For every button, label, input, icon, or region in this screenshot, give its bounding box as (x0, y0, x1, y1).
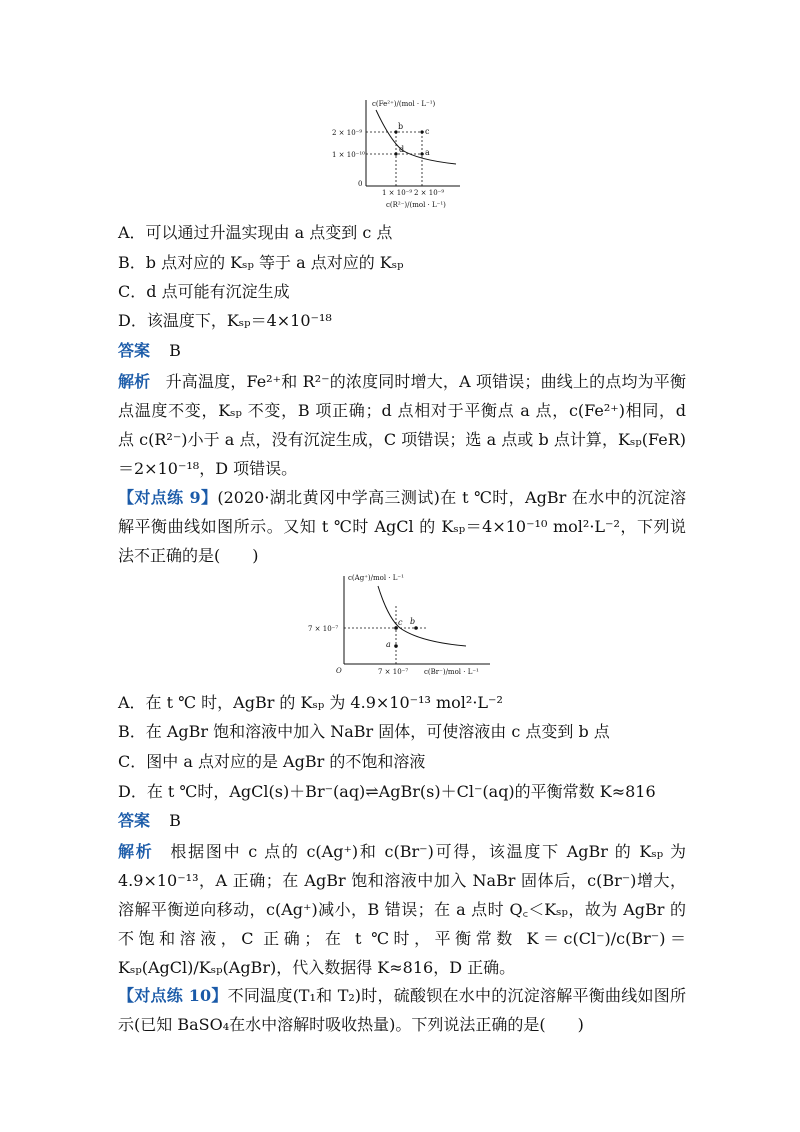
equilibrium-curve (376, 110, 456, 164)
point-b-label: b (410, 617, 416, 626)
q9-option-a: A．在 t ℃ 时，AgBr 的 Kₛₚ 为 4.9×10⁻¹³ mol²·L⁻² (118, 693, 503, 712)
point-a (394, 644, 398, 648)
point-c (420, 130, 423, 133)
q8-answer: B (169, 341, 181, 360)
q9-option-c: C．图中 a 点对应的是 AgBr 的不饱和溶液 (118, 752, 426, 771)
x-axis-label: c(Br⁻)/mol · L⁻¹ (424, 668, 479, 676)
point-c-label: c (425, 127, 430, 136)
x-tick-1: 1 × 10⁻⁹ (382, 189, 413, 197)
point-c-label: c (398, 618, 403, 627)
q10-stem (118, 981, 686, 1039)
q10-title: 【对点练 10】 (118, 986, 228, 1005)
point-b (414, 626, 418, 630)
point-d (394, 152, 397, 155)
y-tick: 7 × 10⁻⁷ (308, 625, 339, 633)
q8-analysis (118, 367, 686, 483)
x-tick: 7 × 10⁻⁷ (378, 668, 409, 676)
q9-analysis (118, 837, 686, 982)
point-a-label: a (386, 640, 391, 649)
point-d-label: d (399, 145, 405, 154)
q8-option-a: A．可以通过升温实现由 a 点变到 c 点 (118, 223, 393, 242)
origin-label: 0 (358, 180, 363, 188)
q8-analysis-label: 解析 (118, 372, 151, 391)
q9-option-b: B．在 AgBr 饱和溶液中加入 NaBr 固体，可使溶液由 c 点变到 b 点 (118, 722, 610, 741)
x-tick-2: 2 × 10⁻⁹ (414, 189, 445, 197)
q9-stem (118, 483, 686, 570)
q8-option-b: B．b 点对应的 Kₛₚ 等于 a 点对应的 Kₛₚ (118, 253, 404, 272)
q9-title: 【对点练 9】 (118, 488, 218, 507)
q9-analysis-text: 根据图中 c 点的 c(Ag⁺)和 c(Br⁻)可得，该温度下 AgBr 的 Kₛₚ 为 4.9×10⁻¹³，A 正确；在 AgBr 饱和溶液中加入 NaBr 固体后，c(Br⁻)增大，溶解平衡逆向移动，c(Ag⁺)减小，B 错误；在 a 点时 Q꜀＜Kₛₚ，故为 AgBr 的不饱和溶液，C 正确；在 t ℃时，平衡常数 K＝c(Cl⁻)/c(Br⁻)＝Kₛₚ(AgCl)/Kₛₚ(AgBr)，代入数据得 K≈816，D 正确。 (118, 842, 686, 977)
q9-answer-row (118, 810, 181, 832)
q9-analysis-label: 解析 (118, 842, 154, 861)
point-a (420, 152, 423, 155)
q8-option-c: C．d 点可能有沉淀生成 (118, 282, 290, 301)
x-axis-label: c(R²⁻)/(mol · L⁻¹) (386, 201, 446, 209)
y-tick-2: 1 × 10⁻¹⁰ (332, 151, 365, 159)
y-tick-1: 2 × 10⁻⁹ (332, 129, 363, 137)
agbr-solubility-figure (300, 568, 500, 680)
y-axis-label: c(Ag⁺)/mol · L⁻¹ (348, 574, 404, 582)
equilibrium-curve (378, 586, 466, 646)
q8-answer-row (118, 340, 181, 362)
point-b-label: b (398, 122, 404, 131)
q9-stem-text: (2020·湖北黄冈中学高三测试)在 t ℃时，AgBr 在水中的沉淀溶解平衡曲线如图所示。又知 t ℃时 AgCl 的 Kₛₚ＝4×10⁻¹⁰ mol²·L⁻²，下列说法不正确的是( ) (118, 488, 686, 565)
q9-option-d: D．在 t ℃时，AgCl(s)＋Br⁻(aq)⇌AgBr(s)＋Cl⁻(aq)的平衡常数 K≈816 (118, 782, 656, 801)
y-axis-label: c(Fe²⁺)/(mol · L⁻¹) (372, 100, 436, 108)
q9-answer: B (169, 811, 181, 830)
q8-option-d: D．该温度下，Kₛₚ＝4×10⁻¹⁸ (118, 311, 332, 330)
q9-answer-label: 答案 (118, 811, 151, 830)
origin-label: O (336, 667, 342, 675)
fe-r-solubility-figure (330, 92, 470, 214)
q8-analysis-text: 升高温度，Fe²⁺和 R²⁻的浓度同时增大，A 项错误；曲线上的点均为平衡点温度不变，Kₛₚ 不变，B 项正确；d 点相对于平衡点 a 点，c(Fe²⁺)相同，d 点 c(R²⁻)小于 a 点，没有沉淀生成，C 项错误；选 a 点或 b 点计算，Kₛₚ(FeR)＝2×10⁻¹⁸，D 项错误。 (118, 372, 686, 478)
point-a-label: a (425, 148, 430, 157)
q10-stem-text: 不同温度(T₁和 T₂)时，硫酸钡在水中的沉淀溶解平衡曲线如图所示(已知 BaSO₄在水中溶解时吸收热量)。下列说法正确的是( ) (118, 986, 686, 1034)
q8-answer-label: 答案 (118, 341, 151, 360)
